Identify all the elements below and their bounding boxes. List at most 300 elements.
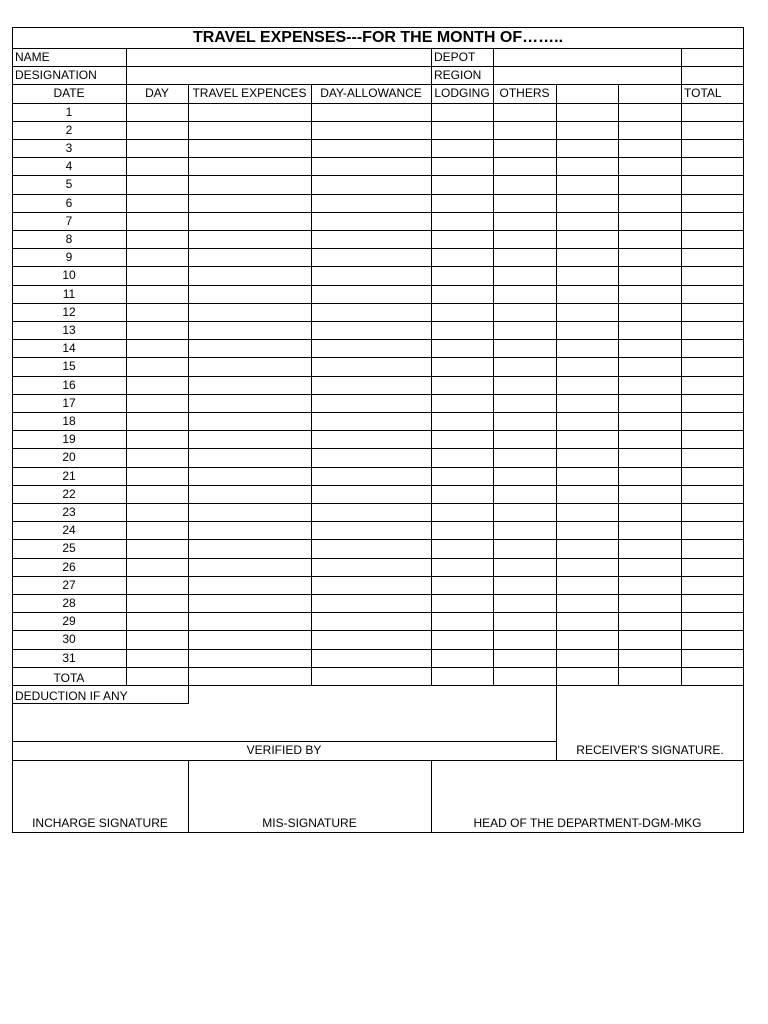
expense-entry-cell[interactable] <box>619 104 680 120</box>
expense-entry-cell[interactable] <box>619 449 680 465</box>
expense-entry-cell[interactable] <box>189 104 310 120</box>
expense-entry-cell[interactable] <box>127 595 187 611</box>
expense-entry-cell[interactable] <box>494 468 555 484</box>
expense-entry-cell[interactable] <box>312 322 430 338</box>
col-header-travel-expences: TRAVEL EXPENCES <box>192 86 307 100</box>
expense-entry-cell[interactable] <box>494 304 555 320</box>
expense-entry-cell[interactable] <box>494 522 555 538</box>
expense-entry-cell[interactable] <box>432 322 492 338</box>
expense-entry-cell[interactable] <box>189 140 310 156</box>
expense-entry-cell[interactable] <box>557 522 617 538</box>
expense-entry-cell[interactable] <box>432 358 492 374</box>
expense-entry-cell[interactable] <box>557 249 617 265</box>
expense-entry-cell[interactable] <box>312 158 430 174</box>
expense-entry-cell[interactable] <box>189 231 310 247</box>
expense-entry-cell[interactable] <box>127 540 187 556</box>
expense-entry-cell[interactable] <box>312 395 430 411</box>
date-cell: 25 <box>62 541 76 555</box>
expense-entry-cell[interactable] <box>494 413 555 429</box>
expense-entry-cell[interactable] <box>557 286 617 302</box>
expense-entry-cell[interactable] <box>127 613 187 629</box>
expense-entry-cell[interactable] <box>619 231 680 247</box>
deduction-field[interactable] <box>13 706 555 741</box>
expense-entry-cell[interactable] <box>619 322 680 338</box>
expense-entry-cell[interactable] <box>189 595 310 611</box>
date-cell: 24 <box>62 523 76 537</box>
expense-entry-cell[interactable] <box>312 631 430 647</box>
expense-entry-cell[interactable] <box>619 631 680 647</box>
expense-entry-cell[interactable] <box>189 322 310 338</box>
expense-entry-cell[interactable] <box>312 267 430 283</box>
expense-entry-cell[interactable] <box>619 304 680 320</box>
date-cell: 2 <box>65 123 73 137</box>
expense-entry-cell[interactable] <box>619 286 680 302</box>
expense-entry-cell[interactable] <box>619 267 680 283</box>
expense-entry-cell[interactable] <box>682 504 743 520</box>
expense-entry-cell[interactable] <box>494 540 555 556</box>
expense-entry-cell[interactable] <box>127 340 187 356</box>
expense-entry-cell[interactable] <box>189 486 310 502</box>
expense-entry-cell[interactable] <box>494 104 555 120</box>
expense-entry-cell[interactable] <box>127 631 187 647</box>
name-label: NAME <box>15 50 50 64</box>
expense-entry-cell[interactable] <box>494 231 555 247</box>
expense-entry-cell[interactable] <box>312 122 430 138</box>
expense-entry-cell[interactable] <box>682 631 743 647</box>
expense-entry-cell[interactable] <box>432 249 492 265</box>
expense-entry-cell[interactable] <box>127 176 187 192</box>
expense-entry-cell[interactable] <box>189 195 310 211</box>
expense-entry-cell[interactable] <box>127 413 187 429</box>
expense-entry-cell[interactable] <box>312 504 430 520</box>
expense-entry-cell[interactable] <box>312 231 430 247</box>
expense-entry-cell[interactable] <box>127 468 187 484</box>
expense-entry-cell[interactable] <box>494 267 555 283</box>
date-cell: 12 <box>62 305 76 319</box>
expense-entry-cell[interactable] <box>494 377 555 393</box>
expense-entry-cell[interactable] <box>127 122 187 138</box>
expense-entry-cell[interactable] <box>127 158 187 174</box>
expense-entry-cell[interactable] <box>127 650 187 666</box>
date-cell: 1 <box>65 105 73 119</box>
expense-entry-cell[interactable] <box>619 431 680 447</box>
date-cell: 5 <box>65 177 73 191</box>
expense-entry-cell[interactable] <box>189 286 310 302</box>
expense-entry-cell[interactable] <box>682 140 743 156</box>
expense-entry-cell[interactable] <box>682 304 743 320</box>
expense-entry-cell[interactable] <box>494 213 555 229</box>
grid-line-h <box>12 84 744 85</box>
expense-entry-cell[interactable] <box>682 486 743 502</box>
expense-entry-cell[interactable] <box>312 249 430 265</box>
expense-entry-cell[interactable] <box>312 176 430 192</box>
date-cell: 17 <box>62 396 76 410</box>
expense-entry-cell[interactable] <box>682 449 743 465</box>
designation-label: DESIGNATION <box>15 68 97 82</box>
expense-entry-cell[interactable] <box>557 358 617 374</box>
expense-entry-cell[interactable] <box>189 522 310 538</box>
expense-entry-cell[interactable] <box>432 267 492 283</box>
expense-entry-cell[interactable] <box>432 104 492 120</box>
expense-entry-cell[interactable] <box>619 122 680 138</box>
expense-entry-cell[interactable] <box>494 577 555 593</box>
expense-entry-cell[interactable] <box>312 486 430 502</box>
expense-entry-cell[interactable] <box>432 486 492 502</box>
date-cell: 10 <box>62 268 76 282</box>
expense-entry-cell[interactable] <box>494 650 555 666</box>
expense-entry-cell[interactable] <box>557 650 617 666</box>
expense-entry-cell[interactable] <box>312 195 430 211</box>
expense-entry-cell[interactable] <box>432 140 492 156</box>
expense-entry-cell[interactable] <box>312 286 430 302</box>
expense-entry-cell[interactable] <box>682 195 743 211</box>
expense-entry-cell[interactable] <box>682 468 743 484</box>
region-label: REGION <box>434 68 482 82</box>
expense-entry-cell[interactable] <box>682 650 743 666</box>
grid-line-v <box>493 48 494 85</box>
grid-line-h <box>12 48 744 49</box>
expense-entry-cell[interactable] <box>494 286 555 302</box>
expense-entry-cell[interactable] <box>682 358 743 374</box>
grid-line-h <box>12 760 744 761</box>
expense-entry-cell[interactable] <box>189 213 310 229</box>
expense-entry-cell[interactable] <box>432 304 492 320</box>
grid-line-v <box>556 685 557 761</box>
expense-entry-cell[interactable] <box>619 559 680 575</box>
expense-entry-cell[interactable] <box>127 449 187 465</box>
expense-entry-cell[interactable] <box>189 504 310 520</box>
depot-label: DEPOT <box>434 50 476 64</box>
expense-entry-cell[interactable] <box>682 431 743 447</box>
expense-entry-cell[interactable] <box>312 213 430 229</box>
expense-entry-cell[interactable] <box>682 540 743 556</box>
expense-entry-cell[interactable] <box>619 540 680 556</box>
expense-entry-cell[interactable] <box>682 413 743 429</box>
expense-entry-cell[interactable] <box>432 158 492 174</box>
expense-entry-cell[interactable] <box>557 195 617 211</box>
date-cell: 20 <box>62 450 76 464</box>
expense-entry-cell[interactable] <box>432 377 492 393</box>
grid-line-h <box>12 685 744 686</box>
expense-entry-cell[interactable] <box>432 413 492 429</box>
expense-entry-cell[interactable] <box>682 595 743 611</box>
expense-entry-cell[interactable] <box>619 158 680 174</box>
incharge-signature-label: INCHARGE SIGNATURE <box>32 816 168 830</box>
date-cell: 22 <box>62 487 76 501</box>
expense-entry-cell[interactable] <box>127 304 187 320</box>
expense-entry-cell[interactable] <box>557 122 617 138</box>
expense-entry-cell[interactable] <box>682 213 743 229</box>
expense-entry-cell[interactable] <box>189 249 310 265</box>
date-cell: 6 <box>65 196 73 210</box>
expense-entry-cell[interactable] <box>682 559 743 575</box>
expense-entry-cell[interactable] <box>189 613 310 629</box>
expense-entry-cell[interactable] <box>557 577 617 593</box>
expense-entry-cell[interactable] <box>189 431 310 447</box>
expense-entry-cell[interactable] <box>557 140 617 156</box>
expense-entry-cell[interactable] <box>432 540 492 556</box>
expense-entry-cell[interactable] <box>432 468 492 484</box>
expense-entry-cell[interactable] <box>494 613 555 629</box>
expense-entry-cell[interactable] <box>682 267 743 283</box>
expense-entry-cell[interactable] <box>312 340 430 356</box>
expense-entry-cell[interactable] <box>432 395 492 411</box>
expense-entry-cell[interactable] <box>557 504 617 520</box>
expense-entry-cell[interactable] <box>432 213 492 229</box>
expense-entry-cell[interactable] <box>312 522 430 538</box>
expense-entry-cell[interactable] <box>557 431 617 447</box>
expense-entry-cell[interactable] <box>557 559 617 575</box>
expense-entry-cell[interactable] <box>619 140 680 156</box>
expense-entry-cell[interactable] <box>494 358 555 374</box>
expense-entry-cell[interactable] <box>682 377 743 393</box>
expense-entry-cell[interactable] <box>557 540 617 556</box>
expense-entry-cell[interactable] <box>127 322 187 338</box>
expense-entry-cell[interactable] <box>494 322 555 338</box>
expense-entry-cell[interactable] <box>312 104 430 120</box>
expense-entry-cell[interactable] <box>494 395 555 411</box>
expense-entry-cell[interactable] <box>557 395 617 411</box>
expense-entry-cell[interactable] <box>312 613 430 629</box>
expense-entry-cell[interactable] <box>189 413 310 429</box>
col-header-date: DATE <box>53 86 85 100</box>
expense-entry-cell[interactable] <box>127 213 187 229</box>
expense-entry-cell[interactable] <box>432 195 492 211</box>
expense-entry-cell[interactable] <box>189 395 310 411</box>
expense-entry-cell[interactable] <box>312 140 430 156</box>
expense-entry-cell[interactable] <box>619 395 680 411</box>
expense-entry-cell[interactable] <box>557 213 617 229</box>
expense-entry-cell[interactable] <box>682 322 743 338</box>
expense-entry-cell[interactable] <box>557 413 617 429</box>
expense-entry-cell[interactable] <box>557 468 617 484</box>
expense-entry-cell[interactable] <box>494 504 555 520</box>
expense-entry-cell[interactable] <box>189 176 310 192</box>
expense-entry-cell[interactable] <box>682 158 743 174</box>
col-header-total: TOTAL <box>684 86 722 100</box>
expense-entry-cell[interactable] <box>432 340 492 356</box>
expense-entry-cell[interactable] <box>619 413 680 429</box>
expense-entry-cell[interactable] <box>432 522 492 538</box>
expense-entry-cell[interactable] <box>682 577 743 593</box>
expense-entry-cell[interactable] <box>312 577 430 593</box>
grid-line-h <box>12 703 189 704</box>
date-cell: 26 <box>62 560 76 574</box>
expense-entry-cell[interactable] <box>494 340 555 356</box>
expense-entry-cell[interactable] <box>432 231 492 247</box>
expense-entry-cell[interactable] <box>682 395 743 411</box>
expense-entry-cell[interactable] <box>312 650 430 666</box>
expense-entry-cell[interactable] <box>189 650 310 666</box>
expense-entry-cell[interactable] <box>619 249 680 265</box>
verified-by-label: VERIFIED BY <box>246 743 322 757</box>
expense-entry-cell[interactable] <box>619 613 680 629</box>
expense-entry-cell[interactable] <box>127 267 187 283</box>
expense-entry-cell[interactable] <box>312 468 430 484</box>
expense-entry-cell[interactable] <box>432 613 492 629</box>
expense-entry-cell[interactable] <box>619 595 680 611</box>
expense-entry-cell[interactable] <box>127 431 187 447</box>
expense-entry-cell[interactable] <box>494 559 555 575</box>
expense-entry-cell[interactable] <box>682 176 743 192</box>
expense-entry-cell[interactable] <box>619 176 680 192</box>
expense-entry-cell[interactable] <box>189 340 310 356</box>
expense-entry-cell[interactable] <box>557 340 617 356</box>
expense-entry-cell[interactable] <box>557 613 617 629</box>
expense-entry-cell[interactable] <box>432 176 492 192</box>
col-header-day-allowance: DAY-ALLOWANCE <box>320 86 422 100</box>
expense-entry-cell[interactable] <box>189 122 310 138</box>
expense-entry-cell[interactable] <box>189 304 310 320</box>
expense-entry-cell[interactable] <box>682 104 743 120</box>
expense-entry-cell[interactable] <box>557 322 617 338</box>
date-cell: 19 <box>62 432 76 446</box>
expense-entry-cell[interactable] <box>432 286 492 302</box>
expense-entry-cell[interactable] <box>494 140 555 156</box>
expense-entry-cell[interactable] <box>619 377 680 393</box>
col-header-others: OTHERS <box>499 86 550 100</box>
expense-entry-cell[interactable] <box>557 595 617 611</box>
expense-entry-cell[interactable] <box>189 158 310 174</box>
grid-line-v <box>188 760 189 833</box>
expense-entry-cell[interactable] <box>127 522 187 538</box>
expense-entry-cell[interactable] <box>494 595 555 611</box>
expense-entry-cell[interactable] <box>619 195 680 211</box>
expense-entry-cell[interactable] <box>127 286 187 302</box>
date-cell: 18 <box>62 414 76 428</box>
expense-entry-cell[interactable] <box>557 231 617 247</box>
form-title: TRAVEL EXPENSES---FOR THE MONTH OF…….. <box>192 29 564 46</box>
col-header-day: DAY <box>145 86 169 100</box>
expense-entry-cell[interactable] <box>312 413 430 429</box>
expense-entry-cell[interactable] <box>432 504 492 520</box>
expense-entry-cell[interactable] <box>494 449 555 465</box>
expense-entry-cell[interactable] <box>682 249 743 265</box>
date-cell: 30 <box>62 632 76 646</box>
expense-entry-cell[interactable] <box>619 650 680 666</box>
expense-entry-cell[interactable] <box>682 286 743 302</box>
expense-entry-cell[interactable] <box>682 122 743 138</box>
expense-entry-cell[interactable] <box>619 468 680 484</box>
expense-entry-cell[interactable] <box>557 631 617 647</box>
date-cell: 13 <box>62 323 76 337</box>
expense-entry-cell[interactable] <box>127 231 187 247</box>
expense-entry-cell[interactable] <box>682 340 743 356</box>
expense-entry-cell[interactable] <box>312 304 430 320</box>
grid-line-h <box>12 741 557 742</box>
expense-entry-cell[interactable] <box>619 504 680 520</box>
expense-entry-cell[interactable] <box>557 449 617 465</box>
expense-entry-cell[interactable] <box>619 577 680 593</box>
expense-entry-cell[interactable] <box>619 213 680 229</box>
expense-entry-cell[interactable] <box>432 650 492 666</box>
hod-signature-label: HEAD OF THE DEPARTMENT-DGM-MKG <box>473 816 702 830</box>
expense-entry-cell[interactable] <box>557 267 617 283</box>
expense-entry-cell[interactable] <box>432 595 492 611</box>
expense-entry-cell[interactable] <box>189 577 310 593</box>
grid-line-v <box>126 48 127 85</box>
date-cell: 7 <box>65 214 73 228</box>
expense-entry-cell[interactable] <box>619 358 680 374</box>
expense-entry-cell[interactable] <box>127 395 187 411</box>
expense-entry-cell[interactable] <box>312 358 430 374</box>
expense-entry-cell[interactable] <box>189 377 310 393</box>
expense-entry-cell[interactable] <box>619 486 680 502</box>
expense-entry-cell[interactable] <box>557 377 617 393</box>
expense-entry-cell[interactable] <box>432 559 492 575</box>
expense-entry-cell[interactable] <box>127 140 187 156</box>
expense-entry-cell[interactable] <box>312 559 430 575</box>
expense-entry-cell[interactable] <box>127 377 187 393</box>
expense-entry-cell[interactable] <box>494 122 555 138</box>
expense-entry-cell[interactable] <box>557 176 617 192</box>
expense-entry-cell[interactable] <box>432 431 492 447</box>
expense-entry-cell[interactable] <box>557 486 617 502</box>
expense-entry-cell[interactable] <box>682 231 743 247</box>
expense-entry-cell[interactable] <box>127 559 187 575</box>
date-cell: 28 <box>62 596 76 610</box>
expense-entry-cell[interactable] <box>127 104 187 120</box>
expense-entry-cell[interactable] <box>127 486 187 502</box>
expense-entry-cell[interactable] <box>494 631 555 647</box>
expense-entry-cell[interactable] <box>127 249 187 265</box>
expense-entry-cell[interactable] <box>682 613 743 629</box>
expense-entry-cell[interactable] <box>127 577 187 593</box>
expense-entry-cell[interactable] <box>494 176 555 192</box>
expense-entry-cell[interactable] <box>557 304 617 320</box>
expense-entry-cell[interactable] <box>127 358 187 374</box>
expense-entry-cell[interactable] <box>189 358 310 374</box>
expense-entry-cell[interactable] <box>312 595 430 611</box>
expense-entry-cell[interactable] <box>432 449 492 465</box>
expense-entry-cell[interactable] <box>312 540 430 556</box>
expense-entry-cell[interactable] <box>312 431 430 447</box>
deduction-label: DEDUCTION IF ANY <box>15 689 128 703</box>
expense-entry-cell[interactable] <box>682 522 743 538</box>
expense-entry-cell[interactable] <box>127 195 187 211</box>
expense-entry-cell[interactable] <box>189 449 310 465</box>
grid-line-v <box>188 685 189 704</box>
expense-entry-cell[interactable] <box>189 631 310 647</box>
expense-entry-cell[interactable] <box>189 559 310 575</box>
date-cell: 3 <box>65 141 73 155</box>
expense-entry-cell[interactable] <box>494 486 555 502</box>
expense-entry-cell[interactable] <box>432 577 492 593</box>
expense-entry-cell[interactable] <box>189 468 310 484</box>
date-cell: 14 <box>62 341 76 355</box>
expense-entry-cell[interactable] <box>557 104 617 120</box>
mis-signature-label: MIS-SIGNATURE <box>262 816 357 830</box>
expense-entry-cell[interactable] <box>557 158 617 174</box>
expense-entry-cell[interactable] <box>189 540 310 556</box>
expense-entry-cell[interactable] <box>312 449 430 465</box>
expense-entry-cell[interactable] <box>189 267 310 283</box>
grid-line-h <box>12 66 744 67</box>
expense-entry-cell[interactable] <box>432 631 492 647</box>
date-cell: 4 <box>65 159 73 173</box>
grid-line-h <box>12 832 744 833</box>
expense-entry-cell[interactable] <box>494 158 555 174</box>
expense-entry-cell[interactable] <box>494 249 555 265</box>
expense-entry-cell[interactable] <box>312 377 430 393</box>
expense-entry-cell[interactable] <box>494 195 555 211</box>
expense-entry-cell[interactable] <box>432 122 492 138</box>
expense-entry-cell[interactable] <box>619 340 680 356</box>
receiver-signature-label: RECEIVER'S SIGNATURE. <box>576 743 724 757</box>
expense-entry-cell[interactable] <box>619 522 680 538</box>
expense-entry-cell[interactable] <box>494 431 555 447</box>
expense-entry-cell[interactable] <box>127 504 187 520</box>
